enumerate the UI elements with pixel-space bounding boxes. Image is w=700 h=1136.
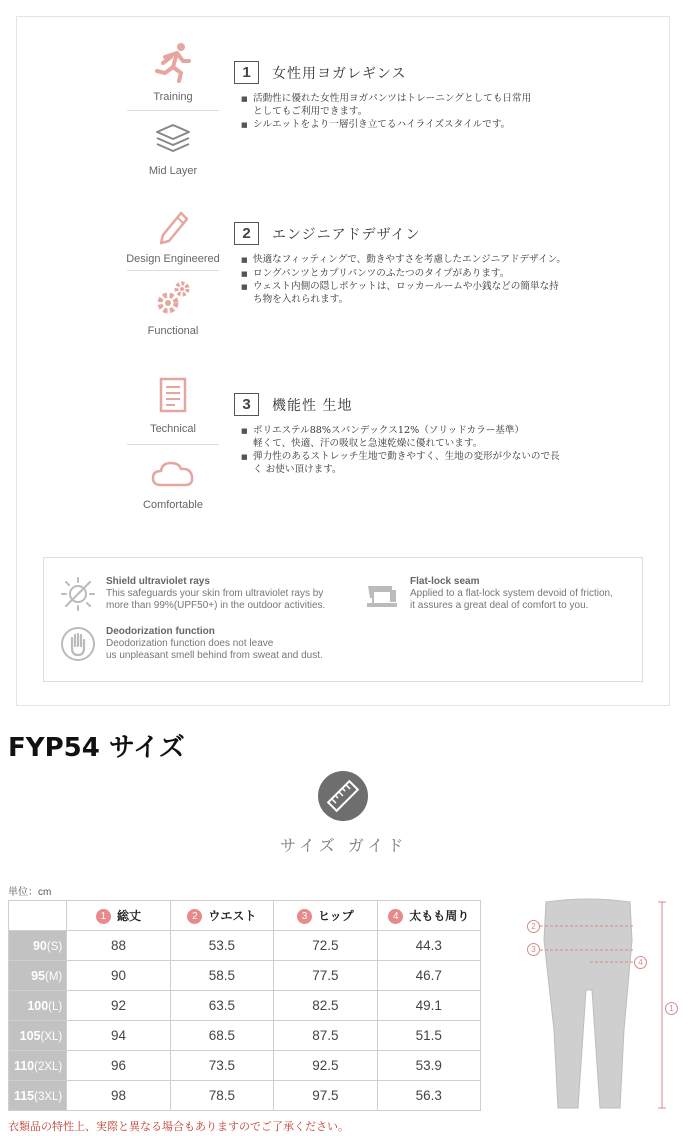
size-guide-heading: サイズ ガイド [280,836,408,855]
value-cell: 72.5 [274,931,377,961]
value-cell: 46.7 [377,961,480,991]
training-label: Training [153,91,193,103]
value-cell: 90 [67,961,170,991]
feature-panel [16,16,670,706]
uv-title: Shield ultraviolet rays [106,576,210,587]
feature-3 [234,393,654,477]
uv-function [60,576,325,612]
sewing-machine-icon [364,576,400,612]
mid-layer-label: Mid Layer [148,165,198,177]
size-cell: 90(S) [9,931,67,961]
value-cell: 92.5 [274,1051,377,1081]
pencil-icon [153,205,193,245]
table-row [9,1021,481,1051]
value-cell: 92 [67,991,170,1021]
number-badge: 1 [96,909,111,924]
value-cell: 96 [67,1051,170,1081]
column-label: ヒップ [318,908,354,923]
feature-title: 女性用ヨガレギンス [272,65,407,82]
value-cell: 51.5 [377,1021,480,1051]
feature-title: 機能性 生地 [272,397,353,414]
flatlock-title: Flat-lock seam [410,576,480,587]
flatlock-function [364,576,613,612]
value-cell: 82.5 [274,991,377,1021]
value-cell: 63.5 [170,991,273,1021]
product-title: FYP54 サイズ [8,733,185,763]
value-cell: 73.5 [170,1051,273,1081]
value-cell: 78.5 [170,1081,273,1111]
uv-desc: This safeguards your skin from ultraviolet rays by more than 99%(UPF50+) in the outdoor activities. [106,588,326,611]
feature-number: 1 [234,61,259,84]
feature-bullet: ■ 快適なフィッティングで、動きやすさを考慮したエンジニアドデザイン。 [241,254,654,267]
value-cell: 98 [67,1081,170,1111]
deodor-function [60,626,323,662]
hand-stop-icon [60,626,96,662]
value-cell: 58.5 [170,961,273,991]
technical-label: Technical [150,423,196,435]
ruler-icon-circle [318,771,368,821]
value-cell: 87.5 [274,1021,377,1051]
cloud-icon [149,455,197,491]
leggings-diagram [520,880,690,1116]
feature-bullet: ■ シルエットをより一層引き立てるハイライズスタイルです。 [241,119,654,132]
mid-layer-item [125,121,221,177]
size-table [8,900,481,1111]
value-cell: 53.9 [377,1051,480,1081]
value-cell: 56.3 [377,1081,480,1111]
function-box [43,557,643,682]
column-header [170,901,273,931]
sun-shield-icon [60,576,96,612]
value-cell: 94 [67,1021,170,1051]
column-label: 総丈 [116,908,141,923]
table-row [9,1081,481,1111]
gears-icon [153,279,193,317]
comfortable-item [125,455,221,511]
deodor-desc: Deodorization function does not leave us unpleasant smell behind from sweat and dust. [106,638,323,661]
flatlock-desc: Applied to a flat-lock system devoid of friction, it assures a great deal of comfort to you. [410,588,613,611]
layers-icon [153,121,193,157]
value-cell: 97.5 [274,1081,377,1111]
diagram-pin: 2 [527,920,540,933]
table-row [9,1051,481,1081]
column-header [377,901,480,931]
value-cell: 77.5 [274,961,377,991]
diagram-pin: 1 [665,1002,678,1015]
feature-bullet: ■ 活動性に優れた女性用ヨガパンツはトレーニングとしても日常用 としてもご利用できます。 [241,93,654,118]
table-row [9,961,481,991]
column-label: ウエスト [208,908,257,923]
feature-2 [234,222,654,307]
design-engineered-label: Design Engineered [126,253,220,265]
number-badge: 4 [388,909,403,924]
column-label: 太もも周り [409,908,470,923]
number-badge: 2 [187,909,202,924]
unit-label: 単位：cm [8,887,52,898]
divider [127,270,219,271]
leggings-silhouette [520,880,690,1116]
value-cell: 88 [67,931,170,961]
diagram-pin: 3 [527,943,540,956]
size-cell: 110(2XL) [9,1051,67,1081]
number-badge: 3 [297,909,312,924]
size-cell: 105(XL) [9,1021,67,1051]
training-item [125,39,221,103]
feature-number: 3 [234,393,259,416]
disclaimer-note: 衣類品の特性上、実際と異なる場合もありますのでご了承ください。 [8,1120,349,1133]
feature-1 [234,61,654,133]
functional-item [125,279,221,337]
value-cell: 44.3 [377,931,480,961]
value-cell: 53.5 [170,931,273,961]
document-icon [153,375,193,415]
functional-label: Functional [147,325,199,337]
corner-cell [9,901,67,931]
running-person-icon [151,39,195,83]
feature-bullet: ■ ウェスト内側の隠しポケットは、ロッカールームや小銭などの簡単な持 ち物を入れられます。 [241,281,654,306]
value-cell: 68.5 [170,1021,273,1051]
column-header [274,901,377,931]
feature-bullet: ■ ポリエステル88%スパンデックス12%（ソリッドカラー基準） 軽くて、快適、汗の吸収と急速乾燥に優れています。 [241,425,654,450]
feature-bullet: ■ ロングパンツとカプリパンツのふたつのタイプがあります。 [241,268,654,281]
table-header-row [9,901,481,931]
value-cell: 49.1 [377,991,480,1021]
table-row [9,991,481,1021]
size-cell: 115(3XL) [9,1081,67,1111]
column-header [67,901,170,931]
technical-item [125,375,221,435]
feature-number: 2 [234,222,259,245]
size-cell: 95(M) [9,961,67,991]
table-row [9,931,481,961]
feature-title: エンジニアドデザイン [272,226,421,243]
ruler-icon [318,771,368,821]
feature-bullet: ■ 弾力性のあるストレッチ生地で動きやすく、生地の変形が少ないので長 く お使い頂けます。 [241,451,654,476]
comfortable-label: Comfortable [143,499,203,511]
diagram-pin: 4 [634,956,647,969]
divider [127,110,219,111]
design-engineered-item [125,205,221,265]
deodor-title: Deodorization function [106,626,215,637]
size-cell: 100(L) [9,991,67,1021]
divider [127,444,219,445]
